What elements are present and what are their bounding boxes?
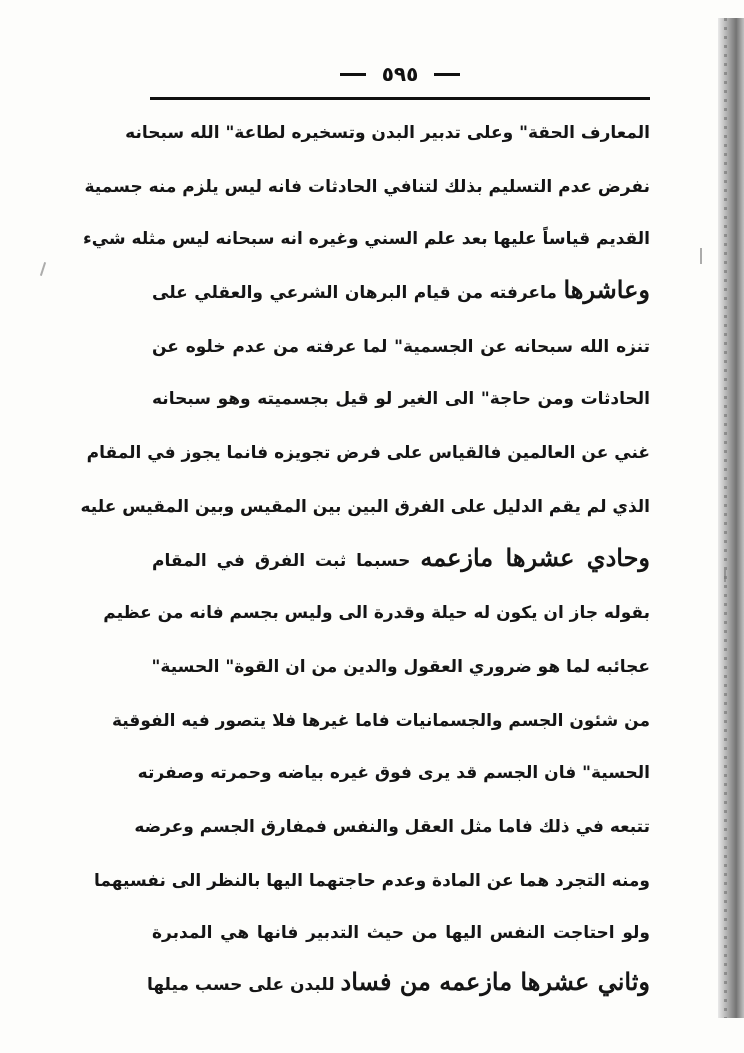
line-text: غني عن العالمين فالقياس على فرض تجويزه فانما يجوز في المقام bbox=[86, 443, 650, 463]
line-text: الحسية" فان الجسم قد يرى فوق غيره بياضه وحمرته وصفرته bbox=[137, 763, 650, 783]
text-line bbox=[152, 644, 650, 684]
text-line bbox=[94, 858, 650, 898]
text-line bbox=[152, 376, 650, 416]
body-text bbox=[80, 110, 651, 1010]
scan-speck bbox=[724, 570, 726, 582]
line-text: من شئون الجسم والجسمانيات فاما غيرها فلا يتصور فيه الفوقية bbox=[111, 711, 650, 731]
header-dash-left bbox=[340, 73, 366, 76]
text-line bbox=[152, 270, 650, 310]
line-text: ولو احتاجت النفس اليها من حيث التدبير فانها هي المدبرة bbox=[152, 923, 650, 943]
text-line bbox=[152, 324, 650, 364]
section-heading: وحادي عشرها مازعمه bbox=[420, 543, 650, 572]
text-line bbox=[83, 216, 650, 256]
line-text: بقوله جاز ان يكون له حيلة وقدرة الى وليس بجسم فانه من عظيم bbox=[103, 603, 650, 623]
page-number: ٥٩٥ bbox=[381, 62, 419, 86]
line-text: ماعرفته من قيام البرهان الشرعي والعقلي على bbox=[152, 283, 557, 303]
text-line bbox=[152, 910, 650, 950]
text-line bbox=[103, 590, 650, 630]
text-line bbox=[111, 698, 650, 738]
line-text: عجائبه لما هو ضروري العقول والدين من ان القوة" الحسية" bbox=[151, 657, 650, 677]
line-text: الذي لم يقم الدليل على الفرق البين بين المقيس وبين المقيس عليه bbox=[80, 497, 650, 517]
section-heading: وعاشرها bbox=[563, 275, 651, 304]
line-text: ومنه التجرد هما عن المادة وعدم حاجتهما اليها بالنظر الى نفسيهما bbox=[94, 871, 650, 891]
line-text: نفرض عدم التسليم بذلك لتنافي الحادثات فانه ليس يلزم منه جسمية bbox=[84, 177, 650, 197]
text-line bbox=[84, 164, 650, 204]
text-line bbox=[86, 430, 650, 470]
text-line bbox=[137, 750, 650, 790]
line-text: القديم قياساً عليها بعد علم السني وغيره انه سبحانه ليس مثله شيء bbox=[83, 229, 650, 249]
text-line bbox=[146, 962, 650, 1002]
header-rule bbox=[150, 97, 650, 100]
scan-speck bbox=[700, 248, 702, 264]
line-text: حسبما ثبت الفرق في المقام bbox=[152, 551, 411, 571]
text-line bbox=[152, 538, 650, 578]
line-text: تتبعه في ذلك فاما مثل العقل والنفس فمفارق الجسم وعرضه bbox=[134, 817, 650, 837]
line-text: المعارف الحقة" وعلى تدبير البدن وتسخيره لطاعة" الله سبحانه bbox=[125, 123, 650, 143]
text-line bbox=[134, 804, 650, 844]
line-text: تنزه الله سبحانه عن الجسمية" لما عرفته من عدم خلوه عن bbox=[152, 337, 650, 357]
section-heading: وثاني عشرها مازعمه من فساد bbox=[340, 967, 650, 996]
scan-speck bbox=[40, 262, 46, 276]
binding-shadow bbox=[718, 18, 744, 1018]
text-line bbox=[80, 484, 650, 524]
text-line bbox=[125, 110, 650, 150]
header-dash-right bbox=[434, 73, 460, 76]
page-header bbox=[150, 62, 650, 92]
line-text: الحادثات ومن حاجة" الى الغير لو قيل بجسميته وهو سبحانه bbox=[152, 389, 650, 409]
line-text: للبدن على حسب ميلها bbox=[146, 975, 335, 995]
